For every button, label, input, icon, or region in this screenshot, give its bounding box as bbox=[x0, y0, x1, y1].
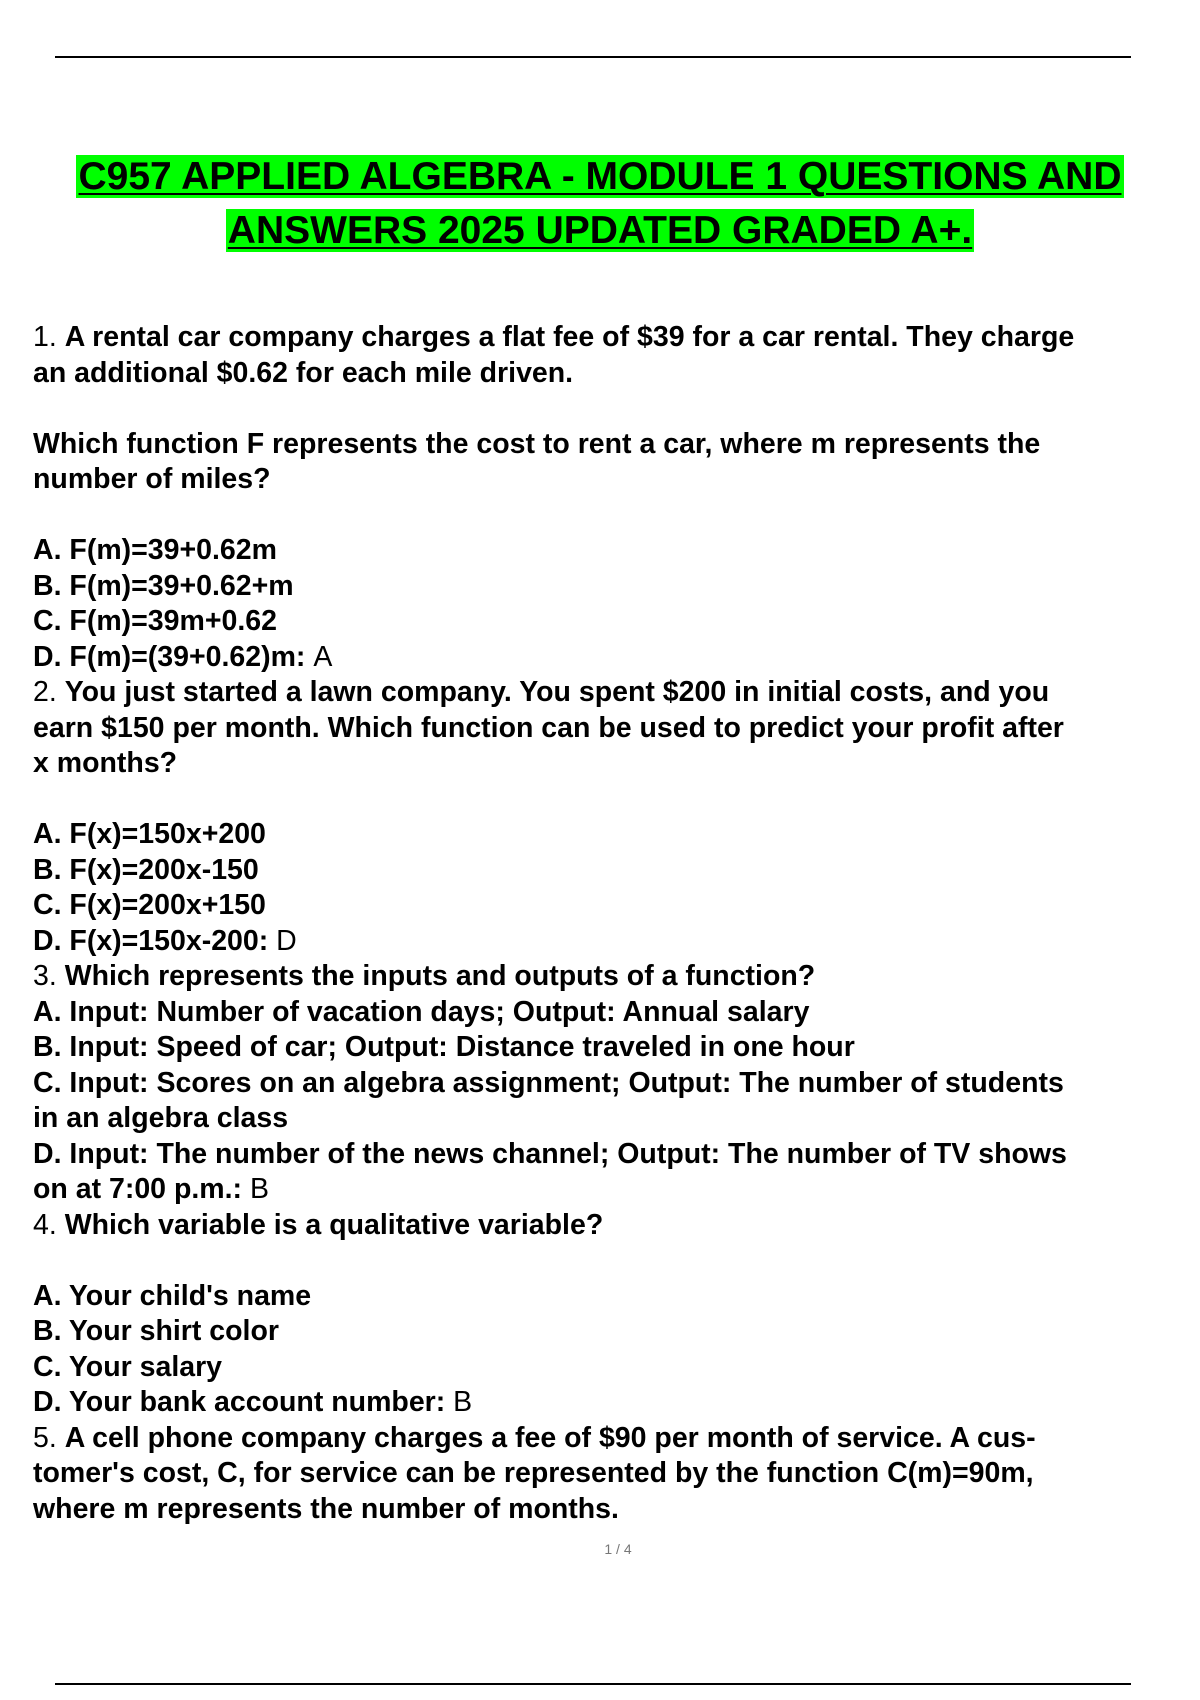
question-text: an additional $0.62 for each mile driven. bbox=[33, 356, 574, 389]
option-a: A. F(x)=150x+200 bbox=[33, 818, 266, 850]
option-d bbox=[33, 924, 1193, 960]
answer: A bbox=[313, 640, 333, 673]
question-number: 1. bbox=[33, 321, 65, 353]
blank-line bbox=[33, 782, 1193, 818]
option-a: A. Your child's name bbox=[33, 1279, 312, 1312]
page-number: 1 / 4 bbox=[604, 1541, 632, 1557]
option-b: B. Input: Speed of car; Output: Distance traveled in one hour bbox=[33, 1031, 855, 1063]
question-4 bbox=[33, 1208, 1193, 1244]
question-text: A rental car company charges a flat fee of $39 for a car rental. They charge bbox=[64, 321, 1075, 353]
question-text: A cell phone company charges a fee of $90 per month of service. A cus- bbox=[64, 1421, 1036, 1454]
option-c: C. F(m)=39m+0.62 bbox=[33, 605, 277, 637]
question-text: tomer's cost, C, for service can be represented by the function C(m)=90m, bbox=[33, 1457, 1034, 1489]
question-text: Which variable is a qualitative variable? bbox=[64, 1208, 604, 1241]
top-rule bbox=[55, 56, 1131, 58]
question-3 bbox=[33, 959, 1193, 995]
bottom-rule bbox=[55, 1683, 1131, 1685]
option-a: A. F(m)=39+0.62m bbox=[33, 534, 277, 566]
question-text: Which function F represents the cost to rent a car, where m represents the bbox=[33, 427, 1041, 460]
question-5 bbox=[33, 1421, 1193, 1457]
blank-line bbox=[33, 498, 1193, 534]
question-number: 5. bbox=[33, 1421, 65, 1454]
option-c: C. Input: Scores on an algebra assignment; Output: The number of students bbox=[33, 1066, 1064, 1099]
option-d bbox=[33, 640, 1193, 676]
blank-line bbox=[33, 1243, 1193, 1279]
option-d-text: D. F(x)=150x-200: bbox=[33, 924, 277, 957]
answer: D bbox=[276, 924, 297, 957]
question-text: x months? bbox=[33, 747, 178, 779]
question-number: 2. bbox=[33, 676, 65, 708]
option-c: C. Your salary bbox=[33, 1350, 223, 1383]
option-d-text: D. Your bank account number: bbox=[33, 1386, 454, 1418]
title-line-1: C957 APPLIED ALGEBRA - MODULE 1 QUESTIONS AND bbox=[78, 155, 1122, 198]
option-c: C. F(x)=200x+150 bbox=[33, 889, 266, 921]
question-1 bbox=[33, 320, 1193, 356]
option-d-continued bbox=[33, 1172, 1193, 1208]
option-d bbox=[33, 1385, 1193, 1421]
option-d-text: D. F(m)=(39+0.62)m: bbox=[33, 640, 314, 673]
question-text: earn $150 per month. Which function can be used to predict your profit after bbox=[33, 711, 1064, 744]
question-text: number of miles? bbox=[33, 463, 271, 495]
question-number: 3. bbox=[33, 960, 65, 992]
option-a: A. Input: Number of vacation days; Output: Annual salary bbox=[33, 995, 810, 1028]
document-title bbox=[40, 150, 1160, 258]
option-d-text: on at 7:00 p.m.: bbox=[33, 1173, 250, 1205]
blank-line bbox=[33, 391, 1193, 427]
question-number: 4. bbox=[33, 1208, 65, 1241]
question-text: where m represents the number of months. bbox=[33, 1492, 619, 1525]
question-text: You just started a lawn company. You spent $200 in initial costs, and you bbox=[64, 676, 1050, 708]
question-text: Which represents the inputs and outputs of a function? bbox=[64, 960, 816, 992]
option-b: B. Your shirt color bbox=[33, 1315, 279, 1347]
title-line-2: ANSWERS 2025 UPDATED GRADED A+. bbox=[227, 209, 973, 252]
option-c-continued: in an algebra class bbox=[33, 1102, 289, 1134]
question-2 bbox=[33, 675, 1193, 711]
answer: B bbox=[453, 1386, 473, 1418]
option-d: D. Input: The number of the news channel; Output: The number of TV shows bbox=[33, 1137, 1067, 1170]
option-b: B. F(x)=200x-150 bbox=[33, 853, 259, 886]
option-b: B. F(m)=39+0.62+m bbox=[33, 569, 294, 602]
answer: B bbox=[249, 1173, 269, 1205]
questions-body bbox=[33, 320, 1193, 1527]
